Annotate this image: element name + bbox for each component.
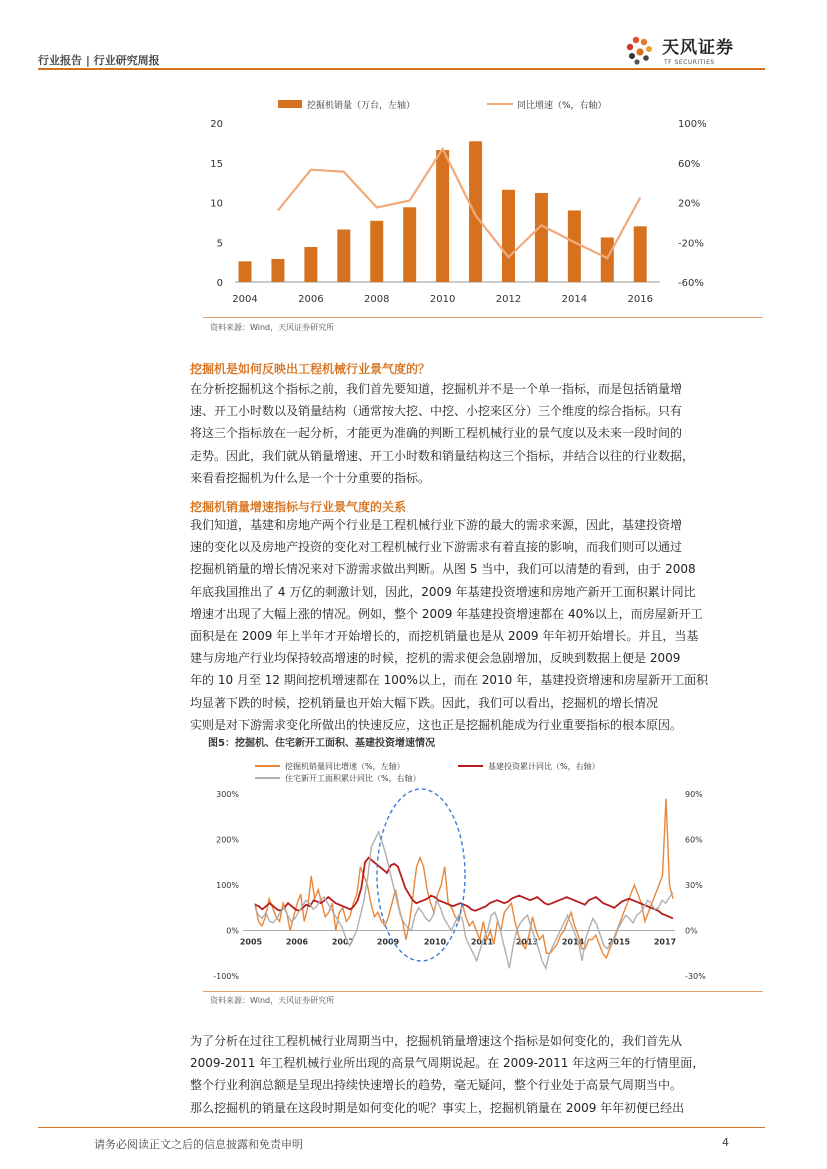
- left-axis-tick-label: 20: [210, 119, 223, 130]
- section-title-2: 挖掘机销量增速指标与行业景气度的关系: [190, 500, 407, 514]
- sales-bar: [535, 193, 548, 282]
- excavator-housing-infra-chart: [205, 752, 725, 984]
- paragraph-line: 年的 10 月至 12 期间挖机增速都在 100%以上，而在 2010 年，基建投资增速和房屋新开工面积: [190, 673, 709, 688]
- footer-disclaimer: 请务必阅读正文之后的信息披露和免责申明: [94, 1138, 303, 1151]
- sales-bar: [469, 141, 482, 282]
- paragraph-line: 速、开工小时数以及销量结构（通常按大挖、中挖、小挖来区分）三个维度的综合指标。只有: [190, 404, 683, 419]
- x-axis-tick-label: 2006: [285, 937, 309, 947]
- left-axis-tick-label: 10: [210, 198, 223, 210]
- legend-housing-label: 住宅新开工面积累计同比（%，右轴）: [285, 774, 421, 783]
- x-axis-tick-label: 2014: [561, 294, 588, 305]
- section-paragraph-2: [190, 514, 763, 736]
- x-axis-tick-label: 2011: [470, 937, 494, 947]
- legend-infra-label: 基建投资累计同比（%，右轴）: [488, 762, 600, 771]
- left-axis-tick-label: 200%: [216, 835, 239, 845]
- left-axis-tick-label: 0%: [226, 926, 239, 936]
- right-axis-tick-label: 30%: [685, 881, 703, 890]
- page-number: 4: [722, 1136, 729, 1149]
- report-header: 行业报告 | 行业研究周报: [38, 54, 160, 67]
- right-axis-tick-label: 20%: [678, 198, 701, 210]
- x-axis-tick-label: 2016: [627, 294, 653, 305]
- header-divider: [38, 68, 765, 70]
- left-axis-tick-label: 15: [210, 158, 223, 170]
- figure5-title: 图5：挖掘机、住宅新开工面积、基建投资增速情况: [208, 738, 435, 749]
- paragraph-line: 那么挖掘机的销量在这段时期是如何变化的呢？事实上，挖掘机销量在 2009 年年初便已经出: [190, 1100, 685, 1115]
- paragraph-line: 均显著下跌的时候，挖机销量也开始大幅下跌。因此，我们可以看出，挖掘机的增长情况: [190, 695, 659, 710]
- x-axis-tick-label: 2004: [232, 294, 258, 305]
- paragraph-line: 在分析挖掘机这个指标之前，我们首先要知道，挖掘机并不是一个单一指标，而是包括销量增: [190, 382, 683, 396]
- footer-divider: [38, 1127, 765, 1128]
- logo-text-en: TF SECURITIES: [664, 59, 715, 66]
- logo-text-cn: 天风证券: [662, 38, 734, 58]
- left-axis-tick-label: 5: [216, 238, 223, 250]
- paragraph-line: 挖掘机销量的增长情况来对下游需求做出判断。从图 5 当中，我们可以清楚的看到，由于 2008: [190, 562, 696, 577]
- paragraph-line: 面积是在 2009 年上半年才开始增长的，而挖机销量也是从 2009 年年初开始增长。并且，当基: [190, 628, 699, 643]
- chart2-source-divider: [203, 991, 763, 992]
- chart1-source: 资料来源：Wind，天风证券研究所: [210, 323, 335, 332]
- paragraph-line: 走势。因此，我们就从销量增速、开工小时数和销量结构这三个指标，并结合以往的行业数据，: [190, 448, 695, 463]
- paragraph-line: 增速才出现了大幅上涨的情况。例如，整个 2009 年基建投资增速都在 40%以上，而房屋新开工: [190, 606, 703, 621]
- excavator-growth-line: [255, 799, 673, 958]
- left-axis-tick-label: -100%: [213, 972, 239, 981]
- paragraph-line: 实则是对下游需求变化所做出的快速反应，这也正是挖掘机能成为行业重要指标的根本原因。: [190, 717, 683, 732]
- x-axis-tick-label: 2012: [495, 294, 522, 305]
- section-paragraph-3: [190, 1030, 763, 1119]
- x-axis-tick-label: 2013: [515, 937, 539, 947]
- x-axis-tick-label: 2009: [376, 937, 400, 947]
- paragraph-line: 将这三个指标放在一起分析，才能更为准确的判断工程机械行业的景气度以及未来一段时间的: [190, 426, 683, 441]
- left-axis-tick-label: 100%: [216, 881, 239, 890]
- paragraph-line: 来看看挖掘机为什么是一个十分重要的指标。: [190, 470, 431, 485]
- sales-bar: [239, 261, 252, 282]
- legend-bar-label: 挖掘机销量（万台，左轴）: [307, 101, 416, 111]
- sales-bar: [601, 237, 614, 282]
- x-axis-tick-label: 2007: [331, 937, 355, 947]
- right-axis-tick-label: -60%: [678, 278, 704, 289]
- section-title-1: 挖掘机是如何反映出工程机械行业景气度的？: [190, 362, 431, 376]
- sales-bar: [568, 210, 581, 282]
- right-axis-tick-label: -20%: [678, 238, 704, 250]
- x-axis-tick-label: 2010: [423, 937, 447, 947]
- sales-bar: [403, 207, 416, 282]
- sales-bar: [271, 259, 284, 282]
- x-axis-tick-label: 2005: [239, 937, 263, 947]
- x-axis-tick-label: 2006: [298, 294, 324, 305]
- right-axis-tick-label: 90%: [685, 790, 703, 799]
- x-axis-tick-label: 2017: [653, 937, 677, 947]
- x-axis-tick-label: 2015: [607, 937, 631, 947]
- logo-flower-icon: [622, 32, 662, 72]
- section-paragraph-1: [190, 378, 763, 489]
- chart1-source-divider: [203, 317, 763, 318]
- paragraph-line: 整个行业利润总额是呈现出持续快速增长的趋势，毫无疑问，整个行业处于高景气周期当中。: [190, 1078, 683, 1093]
- right-axis-tick-label: 60%: [678, 158, 701, 170]
- paragraph-line: 年底我国推出了 4 万亿的刺激计划，因此，2009 年基建投资增速和房地产新开工面积累计同比: [190, 584, 696, 599]
- sales-bar: [370, 221, 383, 282]
- paragraph-line: 2009-2011 年工程机械行业所出现的高景气周期说起。在 2009-2011 年这两三年的行情里面，: [190, 1056, 705, 1071]
- x-axis-tick-label: 2010: [429, 294, 456, 305]
- left-axis-tick-label: 300%: [216, 790, 239, 799]
- sales-bar: [436, 150, 449, 282]
- legend-line-label: 同比增速（%，右轴）: [517, 101, 607, 111]
- excavator-sales-chart: [195, 90, 735, 312]
- growth-line: [278, 149, 640, 258]
- tf-securities-logo: [622, 32, 752, 72]
- left-axis-tick-label: 0: [216, 278, 223, 289]
- chart2-source: 资料来源：Wind，天风证券研究所: [210, 996, 335, 1005]
- paragraph-line: 我们知道，基建和房地产两个行业是工程机械行业下游的最大的需求来源，因此，基建投资增: [190, 518, 683, 532]
- right-axis-tick-label: -30%: [685, 972, 706, 981]
- x-axis-tick-label: 2008: [364, 294, 390, 305]
- right-axis-tick-label: 100%: [678, 119, 707, 130]
- legend-bar-swatch: [278, 100, 302, 108]
- paragraph-line: 为了分析在过往工程机械行业周期当中，挖掘机销量增速这个指标是如何变化的，我们首先从: [190, 1034, 683, 1048]
- right-axis-tick-label: 60%: [685, 835, 703, 845]
- sales-bar: [634, 226, 647, 282]
- paragraph-line: 速的变化以及房地产投资的变化对工程机械行业下游需求有着直接的影响，而我们则可以通过: [190, 540, 683, 555]
- sales-bar: [337, 230, 350, 282]
- sales-bar: [304, 247, 317, 282]
- sales-bar: [502, 190, 515, 282]
- legend-excavator-label: 挖掘机销量同比增速（%，左轴）: [285, 762, 405, 771]
- right-axis-tick-label: 0%: [685, 926, 698, 936]
- x-axis-tick-label: 2014: [561, 937, 585, 947]
- paragraph-line: 建与房地产行业均保持较高增速的时候，挖机的需求便会急剧增加，反映到数据上便是 2009: [190, 651, 681, 666]
